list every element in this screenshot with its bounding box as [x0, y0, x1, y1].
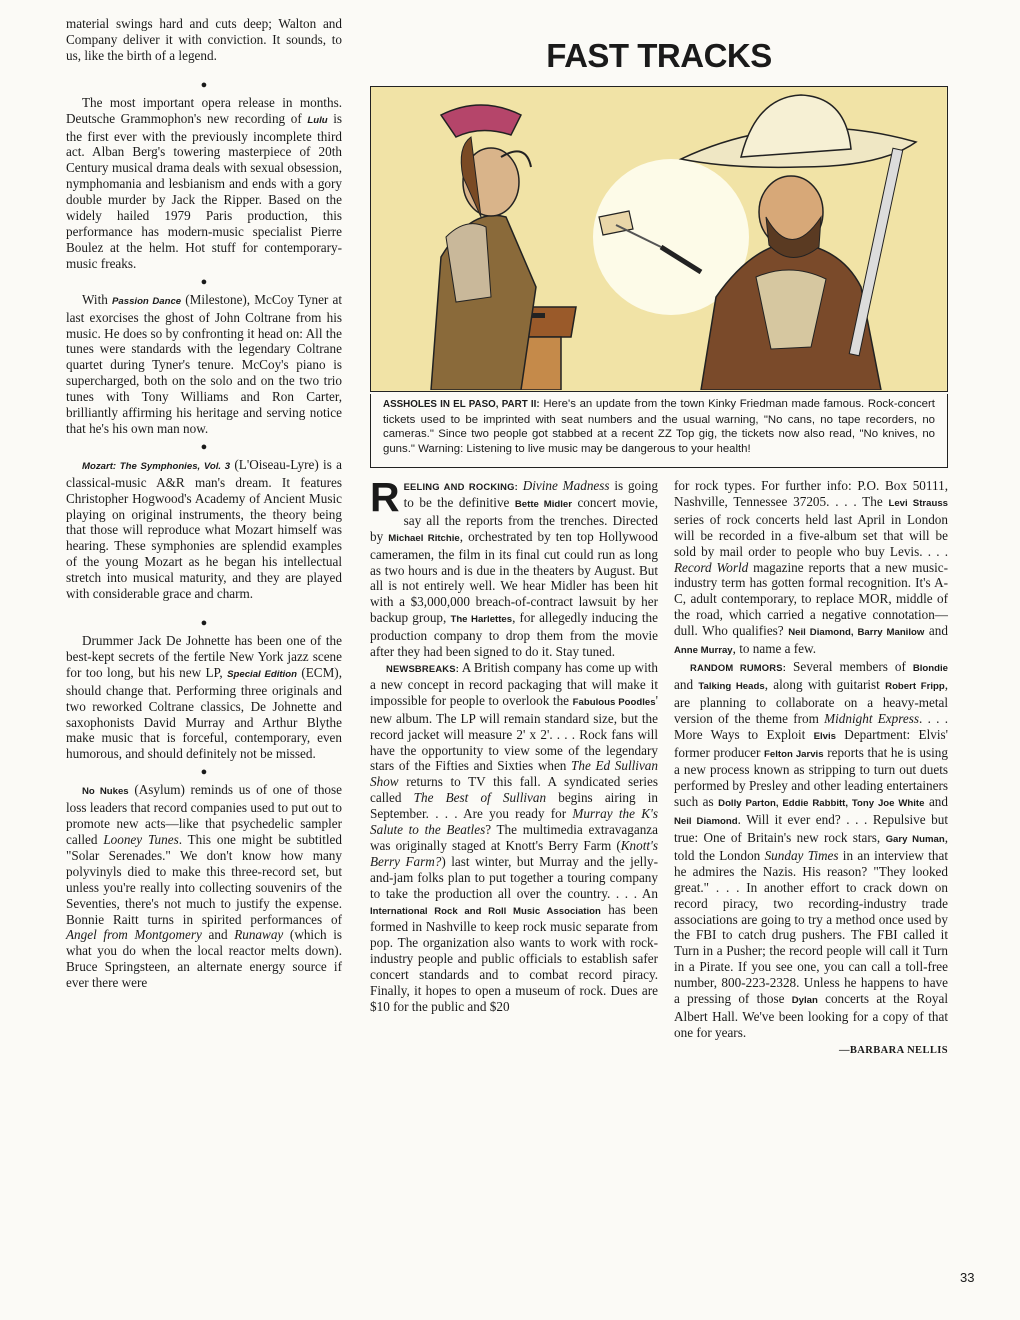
- illustration-caption: [370, 394, 948, 468]
- caption-text: Here's an update from the town Kinky Friedman made famous. Rock-concert tickets used to be imprinted with seat numbers and the usual warning, "No cans, no tape recorders, no cameras." Since two people got stabbed at a recent ZZ Top gig, the tickets now also read, "No knives, no guns." Warning: Listening to live music may be dangerous to your health!: [383, 398, 935, 455]
- page-title: FAST TRACKS: [546, 37, 772, 74]
- left-paragraph-1: material swings hard and cuts deep; Walton and Company deliver it with conviction. It sounds, to us, like the birth of a legend.: [66, 16, 342, 63]
- middle-column: [370, 474, 659, 1015]
- right-paragraph-1: for rock types. For further info: P.O. Box 50111, Nashville, Tennessee 37205. . . . The Levi Strauss series of rock concerts held last April in London will be recorded in a five-album set that will be sold by mail order to people who buy Levis. . . . Record World magazine reports that a new music-industry term has gotten formal recognition. It's A-C, adult contemporary, to replace MOR, middle of the road, which carried a negative connotation—dull. Who qualifies? Neil Diamond, Barry Manilow and Anne Murray, to name a few.: [674, 478, 948, 657]
- right-column: [674, 478, 948, 1059]
- bullet-divider: ●: [200, 766, 208, 779]
- bullet-divider: ●: [200, 78, 208, 91]
- caption-heading: ASSHOLES IN EL PASO, PART II:: [383, 399, 540, 410]
- bullet-divider: ●: [200, 440, 208, 453]
- cartoon-drawing: [371, 87, 946, 390]
- left-paragraph-4: Mozart: The Symphonies, Vol. 3 (L'Oiseau-Lyre) is a classical-music A&R man's dream. It features Christopher Hogwood's Academy of Ancient Music playing on original instruments, the theory being that those will reproduce what Mozart himself was hearing. These symphonies are splendid examples of the young Mozart as he began his intellectual stretch into musical maturity, and they are played with considerable grace and charm.: [66, 456, 342, 602]
- left-paragraph-5: Drummer Jack De Johnette has been one of the best-kept secrets of the fertile New York jazz scene for too long, but his new LP, Special Edition (ECM), should change that. Performing three originals and two reworked Coltrane classics, De Johnette and saxophonists David Murray and Arthur Blythe make music that is forceful, contemporary, even humorous, and should definitely not be missed.: [66, 633, 342, 762]
- left-column: [66, 16, 342, 991]
- left-paragraph-3: With Passion Dance (Milestone), McCoy Tyner at last exorcises the ghost of John Coltrane from his music. He does so by confronting it head on: All the tunes were standards with the legendary Coltrane quartet during Tyner's tenure. McCoy's piano is supercharged, both on the solo and on the two trio tunes with Tony Williams and Ron Carter, brilliantly affirming his heritage and serving notice that he's his own man now.: [66, 291, 342, 436]
- middle-paragraph-1: REELING AND ROCKING: Divine Madness is going to be the definitive Bette Midler concert movie, say all the reports from the trenches. Directed by Michael Ritchie, orchestrated by ten top Hollywood cameramen, the film in its final cut could run as long as two hours and is due in the theaters by August. But all is not entirely well. We hear Midler has been hit with a $3,000,000 breach-of-contract lawsuit by her backup group, The Harlettes, for allegedly inducing the production company to drop them from the movie after they had been signed to do it. Stay tuned.: [370, 474, 659, 660]
- cartoon-illustration: [370, 86, 948, 392]
- author-signature: —BARBARA NELLIS: [839, 1044, 948, 1056]
- right-paragraph-2: RANDOM RUMORS: Several members of Blondie and Talking Heads, along with guitarist Robert Fripp, are planning to collaborate on a heavy-metal version of the theme from Midnight Express. . . . More Ways to Exploit Elvis Department: Elvis' former producer Felton Jarvis reports that he is using a new process known as stripping to turn out duets performed by Presley and other leading entertainers such as Dolly Parton, Eddie Rabbitt, Tony Joe White and Neil Diamond. Will it ever end? . . . Repulsive but true: One of Britain's new rock stars, Gary Numan, told the London Sunday Times in an interview that he admires the Nazis. His reason? "They looked great." . . . In another effort to crack down on record piracy, two recording-industry trade associations are going to try a method once used by the FBI to catch drug pushers. The FBI called it Turn in a Pusher; the record people will call it Turn in a Pirate. If you see one, you can call a toll-free number, 800-223-2328. Unless he happens to have a pressing of those Dylan concerts at the Royal Albert Hall. We've been looking for a copy of that one for years.: [674, 658, 949, 1040]
- middle-paragraph-2: NEWSBREAKS: A British company has come up with a new concept in record packaging that will make it impossible for people to overlook the Fabulous Poodles' new album. The LP will remain standard size, but the record jacket will measure 2' x 2'. . . . Rock fans will have the opportunity to view some of the legendary stars of the Fifties and Sixties when The Ed Sullivan Show returns to TV this fall. A syndicated series called The Best of Sullivan begins airing in September. . . . Are you ready for Murray the K's Salute to the Beatles? The multimedia extravaganza was originally staged at Knott's Berry Farm (Knott's Berry Farm?) last winter, but Murray and the jelly-and-jam folks plan to put together a touring company to take the production all over the country. . . . An International Rock and Roll Music Association has been formed in Nashville to keep rock music separate from pop. The organization also wants to work with rock-industry people and public officials to establish safer concert standards and to combat record piracy. Finally, it hopes to open a museum of rock. Dues are $10 for the public and $20: [370, 659, 658, 1014]
- drop-cap: R: [370, 474, 400, 520]
- page-number: 33: [960, 1270, 975, 1285]
- left-paragraph-6: No Nukes (Asylum) reminds us of one of those loss leaders that record companies used to put out to promote new acts—like that psychedelic sampler called Looney Tunes. This one might be subtitled "Solar Serenades." We don't know how many polyvinyls died to make this three-record set, but unless you're really into collecting souvenirs of the Seventies, there's not much to justify the expense. Bonnie Raitt turns in spirited performances of Angel from Montgomery and Runaway (which is what you do when the local reactor melts down). Bruce Springsteen, an alternate energy source if ever there were: [66, 782, 343, 991]
- bullet-divider: ●: [200, 275, 208, 288]
- bullet-divider: ●: [200, 617, 208, 629]
- left-paragraph-2: The most important opera release in months. Deutsche Grammophon's new recording of Lulu is the first ever with the previously incomplete third act. Alban Berg's towering masterpiece of 20th Century musical drama deals with sexual obsession, nymphomania and lesbianism and ends with a gory double murder by Jack the Ripper. Based on the widely hailed 1979 Paris production, this performance has modern-music specialist Pierre Boulez at the helm. Hot stuff for contemporary-music freaks.: [66, 94, 343, 271]
